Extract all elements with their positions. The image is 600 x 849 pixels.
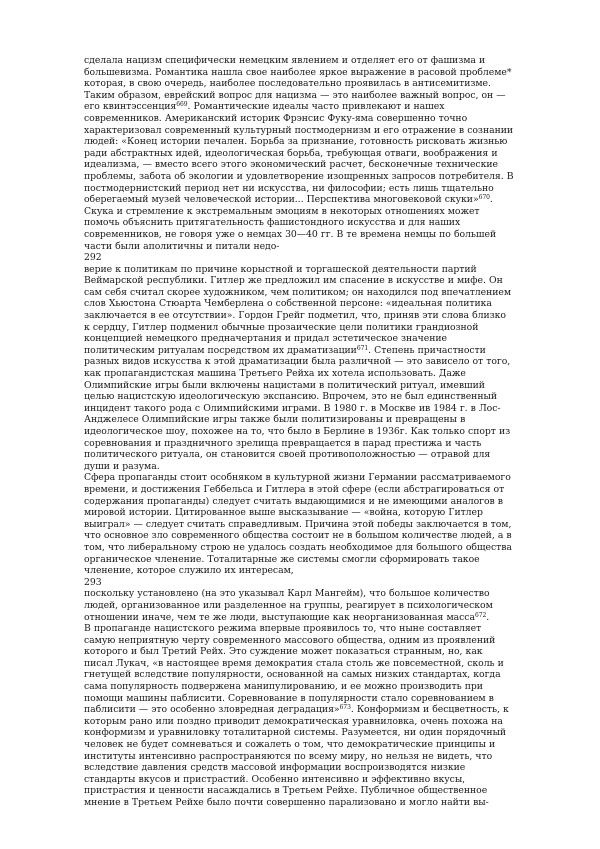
text-run: . xyxy=(486,611,490,623)
text-run: . Скука и стремление к экстремальным эмоциям в некоторых отношениях может помочь объяснить притягательность фашистондного искусства и для наших современников, не говоря уже о немцах 30—40 гг. В те времена немцы по большей части были аполитичны и питали недо- xyxy=(84,194,497,252)
text-run: верие к политикам по причине корыстной и торгашеской деятельности партий Веймарской республики. Гитлер же предложил им спасение в искусстве и мифе. Он сам себя считал скорее художником, чем политиком; он находился под впечатлением слов Хьюстона Стюарта Чемберлена о собственной персоне: «идеальная политика заключается в ее отсутствии». Гордон Грейг подметил, что, приняв эти слова близко к сердцу, Гитлер подменил обычные прозаические цели политики грандиозной концепцией немецкого предначертания и придал эстетическое значение политическим ритуалам посредством их драматизации xyxy=(84,263,512,356)
paragraph xyxy=(84,588,514,623)
text-run: сделала нацизм специфически немецким явлением и отделяет его от фашизма и большевизма. Романтика нашла свое наиболее яркое выражение в расовой проблеме* которая, в свою очередь, наиболее последовательно проявилась в антисемитизме. Таким образом, еврейский вопрос для нацизма — это наиболее важный вопрос, он — его квинтэссенция xyxy=(84,55,512,113)
text-run: . Конформизм и бесцветность, к которым рано или поздно приводит демократическая уравниловка, очень похожа на конформизм и уравниловку тоталитарной системы. Разумеется, ни один порядочный человек не будет сомневаться и сожалеть о том, что демократические принципы и институты интенсивно распространяются по всему миру, но нельзя не видеть, что вследствие давления средств массовой информации воспроизводятся низкие стандарты вкусов и пристрастий. Особенно интенсивно и эффективно вкусы, пристрастия и ценности насаждались в Третьем Рейхе. Публичное общественное мнение в Третьем Рейхе было почти совершенно парализовано и могло найти вы- xyxy=(84,704,509,808)
footnote-reference: 669 xyxy=(176,101,188,109)
footnote-reference: 670 xyxy=(478,194,490,202)
paragraph xyxy=(84,264,514,473)
page-number: 292 xyxy=(84,252,102,264)
book-page xyxy=(84,55,514,809)
footnote-reference: 672 xyxy=(474,611,487,619)
text-run: . Степень причастности разных видов искусства к этой драматизации была различной — это зависело от того, как пропагандистская машина Третьего Рейха их хотела использовать. Даже Олимпийские игры были включены нацистами в политический ритуал, имевший целью нацистскую идеологическую экспансию. Впрочем, это не был единственный инцидент такого рода с Олимпийскими играми. В 1980 г. в Москве ив 1984 г. в Лос-Анджелесе Олимпийские игры также были политизированы и превращены в идеологическое шоу, похожее на то, что было в Берлине в 1936г. Как только спорт из соревнования и праздничного зрелища превращается в парад престижа и часть политического ритуала, он становится своей противоположностью — отравой для души и разума. xyxy=(84,344,511,472)
paragraph xyxy=(84,472,514,576)
paragraph xyxy=(84,55,514,252)
footnote-reference: 671 xyxy=(356,344,369,352)
text-run: В пропаганде нацистского режима впервые проявилось то, что ныне составляет самую неприятную черту современного массового общества, одним из проявлений которого и был Третий Рейх. Это суждение может показаться странным, но, как писал Лукач, «в настоящее время демократия стала столь же повсеместной, сколь и гнетущей вследствие популярности, основанной на самых низких стандартах, когда сама популярность подвержена манипулированию, и ее можно производить при помощи машины паблисити. Соревнование в популярности стало соревнованием в паблисити — это особенно зловредная деградация» xyxy=(84,623,504,716)
page-number: 293 xyxy=(84,576,102,588)
text-run: поскольку установлено (на это указывал Карл Мангейм), что большое количество людей, организованное или разделенное на группы, реагирует в психологическом отношении иначе, чем те же люди, выступающие как неорганизованная масса xyxy=(84,588,493,623)
paragraph xyxy=(84,623,514,809)
text-run: . Романтические идеалы часто привлекают и нашех современников. Американский историк Фрэнсис Фуку-яма совершенно точно характеризовал современный культурный постмодернизм и его отражение в сознании людей: «Конец истории печален. Борьба за признание, готовность рисковать жизнью ради абстрактных идей, идеологическая борьба, требующая отваги, воображения и идеализма, — вместо всего этого экономический расчет, бесконечные технические проблемы, забота об экологии и удовлетворение изощренных запросов потребителя. В постмодернистский период нет ни искусства, ни философии; есть лишь тщательно оберегаемый музей человеческой истории... Перспектива многовековой скуки» xyxy=(84,101,514,206)
text-run: Сфера пропаганды стоит особняком в культурной жизни Германии рассматриваемого времени, и достижения Геббельса и Гитлера в этой сфере (если абстрагироваться от содержания пропаганды) следует считать выдающимися и не имеющими аналогов в мировой истории. Цитированное выше высказывание — «война, которую Гитлер выиграл» — следует считать справедливым. Причина этой победы заключается в том, что основное зло современного общества состоит не в большом количестве людей, а в том, что либеральному строю не удалось создать необходимое для большого общества органическое членение. Тоталитарные же системы смогли сформировать такое членение, которое служило их интересам, xyxy=(84,472,512,577)
footnote-reference: 673 xyxy=(339,704,351,712)
